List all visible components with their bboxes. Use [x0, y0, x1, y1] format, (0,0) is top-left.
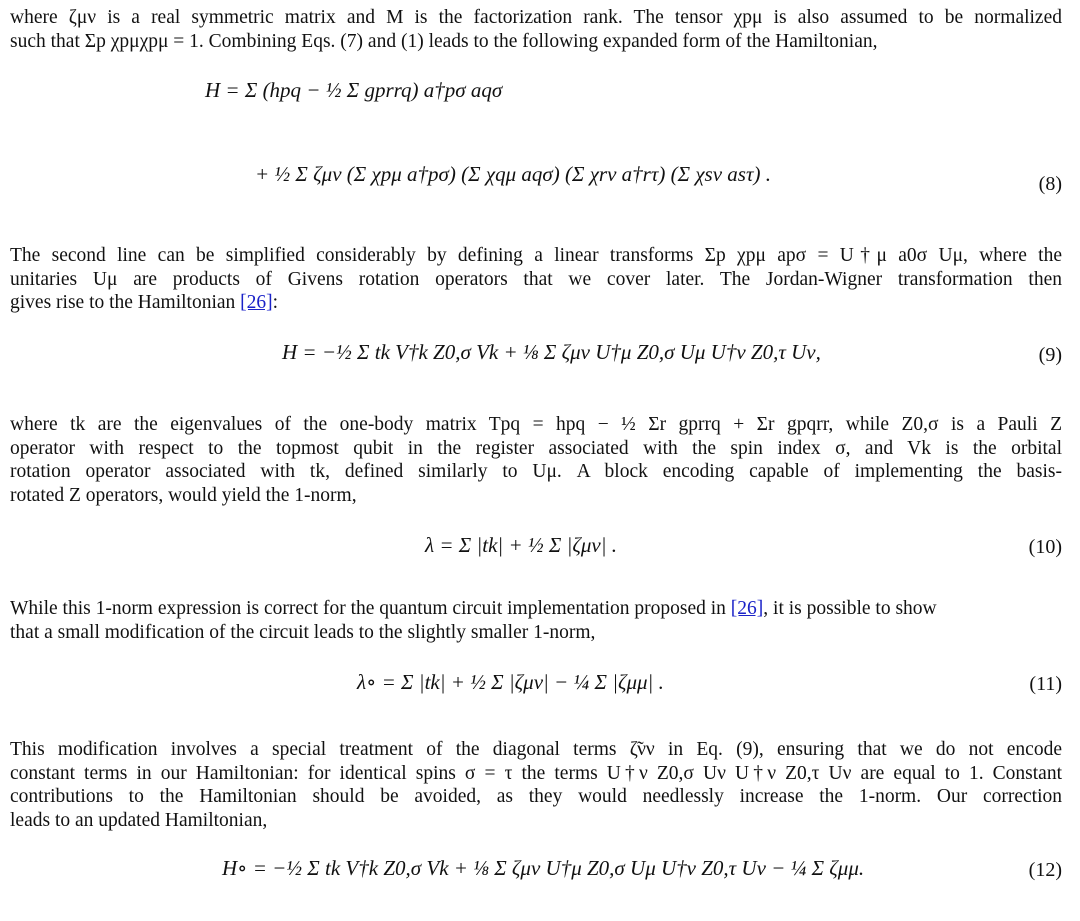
paragraph-text: While this 1-norm expression is correct for the quantum circuit implementation proposed in: [10, 598, 726, 619]
equation-number: (10): [1028, 536, 1062, 558]
paragraph-transform: [10, 244, 1062, 315]
paragraph-line: where ζμν is a real symmetric matrix and M is the factorization rank. The tensor χpμ is also assumed to be normalized: [10, 7, 1062, 28]
equation-number: (12): [1028, 859, 1062, 881]
equation-9: H = −½ Σ tk V†k Z0,σ Vk + ⅛ Σ ζμν U†μ Z0,σ Uμ U†ν Z0,τ Uν,: [282, 340, 821, 364]
paragraph-line: such that Σp χpμχpμ = 1. Combining Eqs. (7) and (1) leads to the following expanded form of the Hamiltonian,: [10, 30, 878, 52]
paragraph-line: rotated Z operators, would yield the 1-norm,: [10, 484, 357, 506]
paragraph-line: rotation operator associated with tk, defined similarly to Uμ. A block encoding capable of implementing the basis-: [10, 461, 1062, 482]
equation-11: λ∘ = Σ |tk| + ½ Σ |ζμν| − ¼ Σ |ζμμ| .: [357, 670, 664, 694]
equation-number: (9): [1038, 344, 1062, 366]
paragraph-text: gives rise to the Hamiltonian: [10, 292, 236, 313]
paragraph-text: :: [272, 292, 279, 313]
paragraph-line: that a small modification of the circuit leads to the slightly smaller 1-norm,: [10, 621, 596, 643]
paragraph-line: where tk are the eigenvalues of the one-body matrix Tpq = hpq − ½ Σr gprrq + Σr gpqrr, while Z0,σ is a Pauli Z: [10, 414, 1062, 435]
equation-12: H∘ = −½ Σ tk V†k Z0,σ Vk + ⅛ Σ ζμν U†μ Z0,σ Uμ U†ν Z0,τ Uν − ¼ Σ ζμμ.: [222, 856, 865, 880]
paragraph-line: leads to an updated Hamiltonian,: [10, 809, 268, 831]
equation-8-line-2: + ½ Σ ζμν (Σ χpμ a†pσ) (Σ χqμ aqσ) (Σ χrν a†rτ) (Σ χsν asτ) .: [255, 162, 771, 186]
equation-10: λ = Σ |tk| + ½ Σ |ζμν| .: [425, 533, 618, 557]
paragraph-line: The second line can be simplified considerably by defining a linear transforms Σp χpμ apσ = U†μ a0σ Uμ, where the: [10, 245, 1062, 266]
paragraph-line: [10, 291, 1062, 315]
paragraph-modification: [10, 738, 1062, 832]
paragraph-line: This modification involves a special treatment of the diagonal terms ζ̃νν in Eq. (9), ensuring that we do not encode: [10, 739, 1062, 760]
paragraph-intro: [10, 6, 1062, 53]
paragraph-line: [10, 597, 1062, 621]
paragraph-one-norm: [10, 597, 1062, 644]
paragraph-text: , it is possible to show: [763, 598, 937, 619]
equation-number: (8): [1038, 173, 1062, 195]
citation-link[interactable]: [26]: [240, 292, 273, 313]
equation-8-line-1: H = Σ (hpq − ½ Σ gprrq) a†pσ aqσ: [205, 78, 503, 102]
citation-link[interactable]: [26]: [730, 598, 764, 619]
paragraph-eigenvalues: [10, 413, 1062, 507]
paragraph-line: contributions to the Hamiltonian should be avoided, as they would needlessly increase the 1-norm. Our correction: [10, 786, 1062, 807]
equation-number: (11): [1029, 673, 1062, 695]
paragraph-line: constant terms in our Hamiltonian: for identical spins σ = τ the terms U†ν Z0,σ Uν U†ν Z0,τ Uν are equal to 1. Constant: [10, 762, 1062, 784]
paragraph-line: operator with respect to the topmost qubit in the register associated with the spin index σ, and Vk is the orbital: [10, 437, 1062, 459]
paragraph-line: unitaries Uμ are products of Givens rotation operators that we cover later. The Jordan-Wigner transformation then: [10, 268, 1062, 290]
